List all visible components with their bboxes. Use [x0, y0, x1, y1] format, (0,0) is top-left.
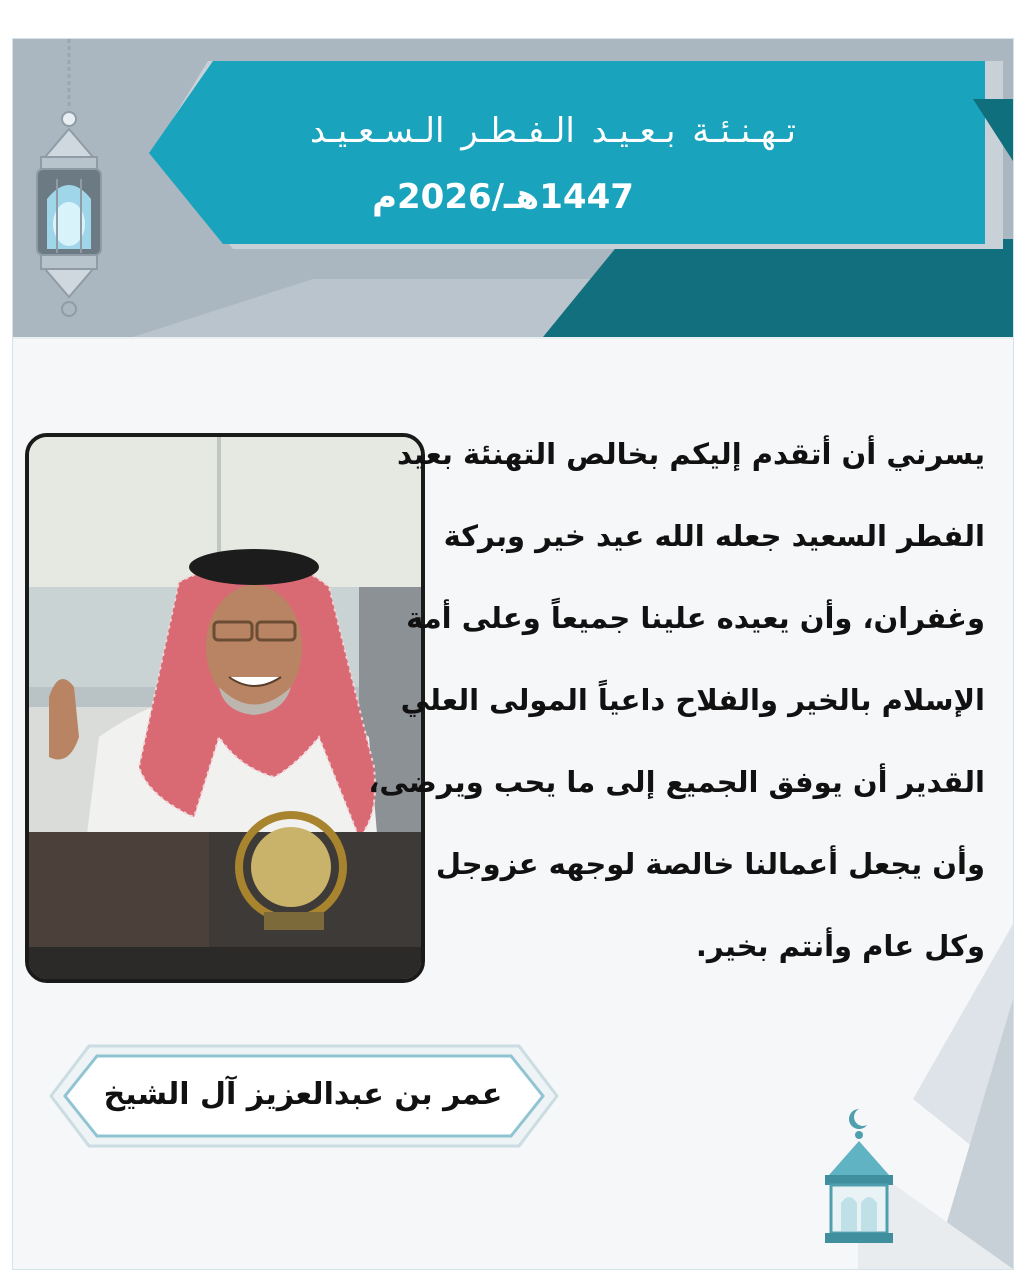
- message-line-7: وكل عام وأنتم بخير.: [695, 929, 985, 963]
- header-title: تـهـنـئـة بـعـيـد الـفـطـر الـسـعـيـد: [309, 111, 797, 151]
- message-line-6: وأن يجعل أعمالنا خالصة لوجهه عزوجل: [435, 847, 985, 881]
- message-line-1: يسرني أن أتقدم إليكم بخالص التهنئة بعيد: [397, 437, 985, 471]
- greeting-card: [12, 38, 1014, 1270]
- signature-name: عمر بن عبدالعزيز آل الشيخ: [103, 1077, 503, 1112]
- lantern-icon: [31, 39, 111, 329]
- header-date: 1447هـ/2026م: [372, 177, 634, 217]
- message-line-4: الإسلام بالخير والفلاح داعياً المولى العلي: [400, 683, 985, 717]
- crescent-lantern-icon: [819, 1105, 899, 1255]
- message-line-5: القدير أن يوفق الجميع إلى ما يحب ويرضى،: [368, 765, 985, 799]
- greeting-message: [368, 427, 1005, 1001]
- message-line-3: وغفران، وأن يعيده علينا جميعاً وعلى أمة: [406, 601, 985, 635]
- portrait-photo: [25, 433, 425, 983]
- message-line-2: الفطر السعيد جعله الله عيد خير وبركة: [443, 519, 985, 553]
